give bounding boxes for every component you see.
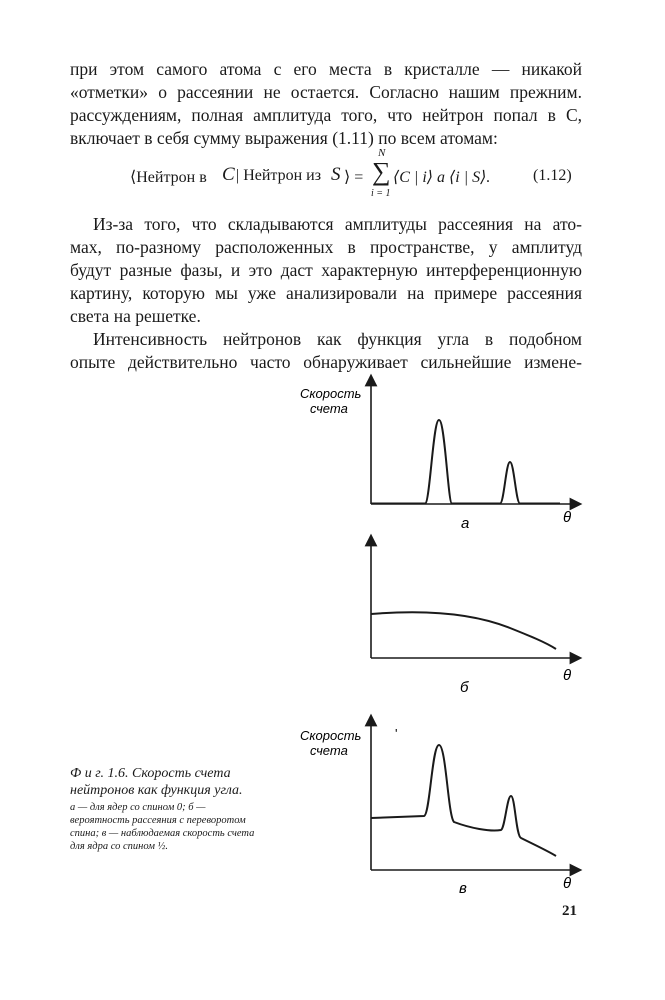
eq-rhs: ⟨C | i⟩ a ⟨i | S⟩.: [393, 169, 491, 186]
panel-c-curve: [371, 745, 556, 856]
body-line-1: при этом самого атома с его места в кристалле — никакой: [70, 59, 582, 79]
panel-a-curve: [371, 420, 560, 504]
panel-c-ylabel-1: Скорость: [300, 728, 362, 743]
eq-sum-sign: ∑: [372, 157, 391, 186]
eq-c-symbol: C: [222, 164, 235, 185]
panel-c: [300, 720, 576, 897]
para2-line-4: картину, которую мы уже анализировали на примере рассеяния: [70, 283, 582, 303]
panel-b: [371, 540, 576, 696]
eq-number: (1.12): [533, 167, 572, 184]
figure-caption: [70, 765, 260, 853]
panel-b-label: б: [460, 679, 469, 696]
page-number: 21: [562, 903, 577, 919]
eq-lhs-open: ⟨Нейтрон в: [130, 169, 207, 186]
eq-lhs-close: ⟩ =: [344, 169, 364, 186]
panel-a-label: а: [461, 515, 470, 532]
para2-line-5: света на решетке.: [70, 306, 201, 326]
para2-line-2: мах, по-разному расположенных в пространстве, у амплитуд: [70, 237, 582, 257]
eq-lhs-mid: | Нейтрон из: [236, 167, 322, 184]
body-line-2: «отметки» о рассеянии не остается. Согласно нашим прежним.: [70, 82, 582, 102]
caption-body: а — для ядер со спином 0; б — вероятность рассеяния с переворотом спина; в — наблюдаемая скорость счета для ядра со спином ½.: [70, 802, 255, 852]
para2-line-1: Из-за того, что складываются амплитуды рассеяния на ато-: [93, 214, 582, 234]
body-line-4: включает в себя сумму выражения (1.11) по всем атомам:: [70, 128, 498, 148]
para3-line-2: опыте действительно часто обнаруживает сильнейшие измене-: [70, 352, 582, 372]
panel-c-ylabel-2: счета: [310, 743, 348, 758]
eq-s-symbol: S: [331, 164, 341, 185]
para2-line-3: будут разные фазы, и это даст характерную интерференционную: [70, 260, 582, 280]
caption-title: Ф и г. 1.6. Скорость счета нейтронов как функция угла.: [70, 766, 243, 798]
panel-b-theta: θ: [563, 667, 572, 684]
panel-c-stray-mark: ': [395, 726, 398, 741]
panel-a-ylabel-2: счета: [310, 401, 348, 416]
panel-c-theta: θ: [563, 875, 572, 892]
panel-c-label: в: [459, 880, 467, 897]
eq-sum-upper: N: [378, 147, 386, 159]
panel-a-theta: θ: [563, 509, 572, 526]
equation-1-12: [0, 147, 665, 205]
body-line-3: рассуждениям, полная амплитуда того, что нейтрон попал в C,: [70, 105, 582, 125]
eq-sum-lower: i = 1: [371, 188, 391, 199]
para3-line-1: Интенсивность нейтронов как функция угла в подобном: [93, 329, 582, 349]
panel-a: [300, 380, 576, 532]
panel-b-curve: [371, 612, 556, 649]
panel-a-ylabel-1: Скорость: [300, 386, 362, 401]
